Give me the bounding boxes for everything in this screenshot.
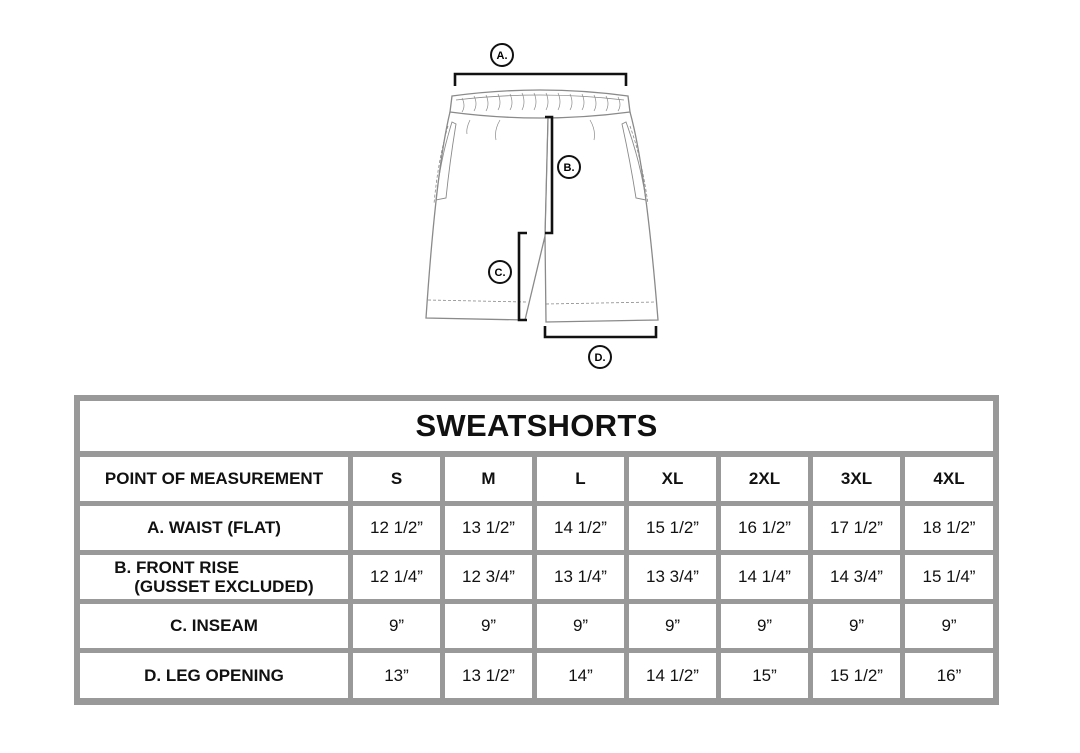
row-label-front-rise-line1: B. FRONT RISE	[114, 558, 239, 577]
table-cell: 18 1/2”	[905, 506, 993, 550]
row-label-inseam: C. INSEAM	[80, 604, 348, 648]
table-cell: 9”	[905, 604, 993, 648]
table-cell: 14”	[537, 653, 624, 698]
row-label-front-rise	[80, 555, 348, 599]
row-label-leg-opening: D. LEG OPENING	[80, 653, 348, 698]
header-size-3xl: 3XL	[813, 457, 900, 501]
table-cell: 13 1/2”	[445, 506, 532, 550]
size-chart-table	[74, 395, 999, 705]
table-cell: 14 1/2”	[537, 506, 624, 550]
table-cell: 13 3/4”	[629, 555, 716, 599]
bracket-inseam	[519, 233, 527, 320]
marker-d	[589, 346, 611, 368]
table-cell: 9”	[813, 604, 900, 648]
table-cell: 9”	[629, 604, 716, 648]
table-cell: 9”	[537, 604, 624, 648]
table-cell: 14 1/2”	[629, 653, 716, 698]
table-cell: 12 1/2”	[353, 506, 440, 550]
header-size-4xl: 4XL	[905, 457, 993, 501]
svg-text:B.: B.	[563, 162, 575, 174]
table-cell: 9”	[721, 604, 808, 648]
table-cell: 15 1/4”	[905, 555, 993, 599]
table-cell: 13 1/4”	[537, 555, 624, 599]
table-cell: 16”	[905, 653, 993, 698]
table-cell: 9”	[445, 604, 532, 648]
header-size-xl: XL	[629, 457, 716, 501]
table-cell: 17 1/2”	[813, 506, 900, 550]
header-size-2xl: 2XL	[721, 457, 808, 501]
table-cell: 12 3/4”	[445, 555, 532, 599]
row-label-front-rise-line2: (GUSSET EXCLUDED)	[134, 577, 314, 596]
table-cell: 14 1/4”	[721, 555, 808, 599]
svg-text:C.: C.	[494, 267, 506, 279]
svg-text:D.: D.	[594, 352, 606, 364]
svg-text:A.: A.	[496, 50, 508, 62]
shorts-illustration	[426, 90, 658, 322]
table-cell: 15 1/2”	[629, 506, 716, 550]
table-cell: 12 1/4”	[353, 555, 440, 599]
bracket-leg-opening	[545, 326, 656, 337]
header-size-m: M	[445, 457, 532, 501]
table-cell: 16 1/2”	[721, 506, 808, 550]
table-cell: 14 3/4”	[813, 555, 900, 599]
table-cell: 15”	[721, 653, 808, 698]
bracket-waist	[455, 74, 626, 86]
header-size-s: S	[353, 457, 440, 501]
table-cell: 13”	[353, 653, 440, 698]
row-label-waist: A. WAIST (FLAT)	[80, 506, 348, 550]
table-title: SWEATSHORTS	[80, 401, 993, 451]
table-cell: 15 1/2”	[813, 653, 900, 698]
header-point-of-measurement: POINT OF MEASUREMENT	[80, 457, 348, 501]
marker-b	[558, 156, 580, 178]
marker-c	[489, 261, 511, 283]
marker-a	[491, 44, 513, 66]
table-cell: 9”	[353, 604, 440, 648]
header-size-l: L	[537, 457, 624, 501]
table-cell: 13 1/2”	[445, 653, 532, 698]
